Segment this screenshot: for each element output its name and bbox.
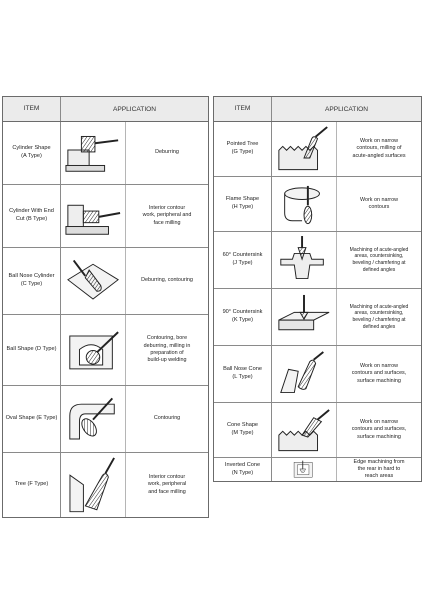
table-header [3,97,208,122]
ball-nose-cylinder-burr-icon [61,248,126,314]
application-text: Work on narrow contours and surfaces, surface machining [351,419,407,440]
pointed-tree-burr-icon [272,122,337,176]
table-row [214,346,421,403]
item-name: Oval Shape (E Type) [5,415,58,422]
table-row [214,458,421,481]
ball-burr-icon [61,315,126,385]
item-name: Cylinder Shape (A Type) [12,145,51,159]
item-name: Inverted Cone (N Type) [224,461,261,476]
item-name: Cone Shape (M Type) [226,422,259,436]
table-header [214,97,421,122]
flame-burr-icon [272,177,337,231]
burr-table-left [2,96,209,518]
application-text: Machining of acute-angled areas, countersinking, beveling / chamfering at defined angles [349,246,409,273]
item-name: Ball Shape (D Type) [6,346,57,353]
application-header: APPLICATION [324,105,369,113]
application-text: Machining of acute-angled areas, countersinking, beveling / chamfering at defined angles [349,303,409,330]
item-name: 90° Countersink (K Type) [222,309,263,323]
application-text: Work on narrow contours [360,196,398,210]
countersink-60-burr-icon [272,232,337,288]
table-row [3,248,208,315]
application-header: APPLICATION [112,105,157,113]
item-header: ITEM [214,97,272,121]
table-row [214,177,421,232]
table-row [214,403,421,458]
application-text: Deburring [155,149,179,156]
table-row [3,122,208,185]
item-name: Ball Nose Cone (L Type) [223,366,262,380]
application-text: Interior contour work, peripheral and face milling [147,474,187,495]
cone-burr-icon [272,403,337,457]
cylinder-burr-icon [61,122,126,184]
application-text: Work on narrow contours and surfaces, surface machining [351,363,407,384]
ball-nose-cone-burr-icon [272,346,337,402]
application-text: Edge machining from the rear in hard to reach areas [353,458,405,480]
table-row [3,315,208,386]
item-name: Flame Shape (H Type) [225,196,260,210]
table-row [214,289,421,346]
item-name: Pointed Tree (G Type) [226,141,259,155]
table-row [3,386,208,453]
application-text: Interior contour work, peripheral and face milling [142,205,192,226]
countersink-90-burr-icon [272,289,337,345]
tree-burr-icon [61,453,126,517]
table-row [3,185,208,248]
item-name: Cylinder With End Cut (B Type) [9,208,54,222]
item-header: ITEM [3,97,61,121]
item-name: 60° Countersink (J Type) [222,252,263,266]
oval-burr-icon [61,386,126,452]
table-row [3,453,208,517]
table-row [214,122,421,177]
item-name: Tree (F Type) [14,481,49,488]
inverted-cone-burr-icon [272,458,337,481]
application-text: Contouring, bore deburring, milling in preparation of build-up welding [143,335,191,364]
cylinder-end-cut-burr-icon [61,185,126,247]
burr-table-right [213,96,422,482]
item-name: Ball Nose Cylinder (C Type) [8,273,55,287]
table-row [214,232,421,289]
application-text: Work on narrow contours, milling of acute-angled surfaces [352,138,406,159]
application-text: Deburring, contouring [141,277,193,284]
application-text: Contouring [153,415,181,422]
